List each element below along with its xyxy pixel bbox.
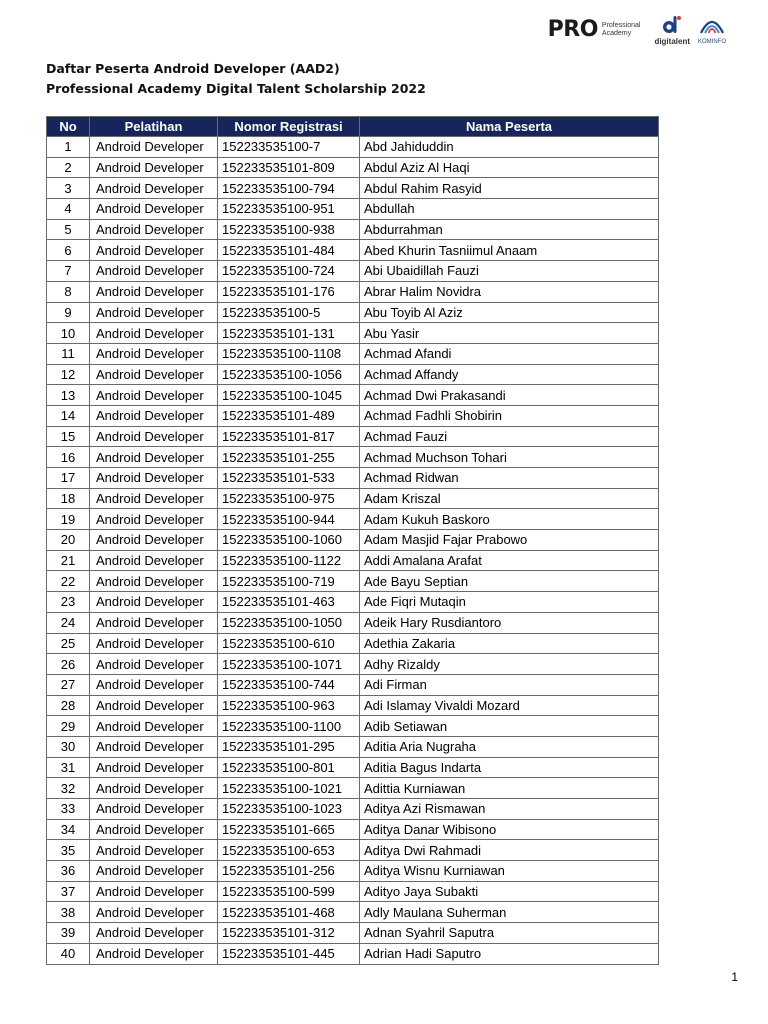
pro-logo-sub-line1: Professional: [601, 22, 641, 29]
cell-nomor-registrasi: 152233535100-1100: [218, 716, 360, 737]
cell-nomor-registrasi: 152233535100-801: [218, 757, 360, 778]
cell-nama-peserta: Addi Amalana Arafat: [360, 550, 659, 571]
cell-no: 4: [47, 199, 90, 220]
cell-pelatihan: Android Developer: [90, 426, 218, 447]
cell-no: 11: [47, 343, 90, 364]
cell-pelatihan: Android Developer: [90, 799, 218, 820]
digitalent-logo: [654, 14, 690, 46]
table-row: [47, 550, 659, 571]
cell-pelatihan: Android Developer: [90, 757, 218, 778]
cell-nomor-registrasi: 152233535100-1122: [218, 550, 360, 571]
cell-pelatihan: Android Developer: [90, 633, 218, 654]
table-row: [47, 674, 659, 695]
cell-no: 15: [47, 426, 90, 447]
cell-nomor-registrasi: 152233535100-1021: [218, 778, 360, 799]
cell-nomor-registrasi: 152233535101-295: [218, 736, 360, 757]
cell-pelatihan: Android Developer: [90, 902, 218, 923]
cell-nama-peserta: Aditya Azi Rismawan: [360, 799, 659, 820]
cell-pelatihan: Android Developer: [90, 571, 218, 592]
cell-pelatihan: Android Developer: [90, 323, 218, 344]
cell-nama-peserta: Achmad Afandi: [360, 343, 659, 364]
table-row: [47, 943, 659, 964]
cell-pelatihan: Android Developer: [90, 819, 218, 840]
cell-no: 34: [47, 819, 90, 840]
table-row: [47, 902, 659, 923]
cell-pelatihan: Android Developer: [90, 861, 218, 882]
cell-nomor-registrasi: 152233535100-719: [218, 571, 360, 592]
cell-nama-peserta: Adhy Rizaldy: [360, 654, 659, 675]
cell-no: 10: [47, 323, 90, 344]
cell-no: 20: [47, 530, 90, 551]
table-row: [47, 571, 659, 592]
pro-logo-subtitle: [602, 22, 641, 38]
kominfo-icon: [698, 15, 726, 37]
table-row: [47, 178, 659, 199]
cell-nomor-registrasi: 152233535100-1071: [218, 654, 360, 675]
digitalent-logo-text: digitalent: [654, 37, 690, 46]
column-header-no: No: [47, 117, 90, 137]
cell-no: 22: [47, 571, 90, 592]
table-row: [47, 447, 659, 468]
cell-no: 7: [47, 261, 90, 282]
participants-table: [46, 116, 659, 965]
cell-nomor-registrasi: 152233535100-744: [218, 674, 360, 695]
cell-nama-peserta: Abu Yasir: [360, 323, 659, 344]
cell-nomor-registrasi: 152233535100-975: [218, 488, 360, 509]
pro-logo-sub-line2: Academy: [601, 30, 632, 37]
cell-pelatihan: Android Developer: [90, 219, 218, 240]
table-row: [47, 840, 659, 861]
cell-no: 12: [47, 364, 90, 385]
table-header-row: [47, 117, 659, 137]
table-row: [47, 302, 659, 323]
cell-pelatihan: Android Developer: [90, 199, 218, 220]
cell-no: 26: [47, 654, 90, 675]
table-row: [47, 757, 659, 778]
cell-no: 21: [47, 550, 90, 571]
cell-nomor-registrasi: 152233535100-610: [218, 633, 360, 654]
cell-nama-peserta: Achmad Muchson Tohari: [360, 447, 659, 468]
cell-no: 27: [47, 674, 90, 695]
cell-pelatihan: Android Developer: [90, 343, 218, 364]
cell-nama-peserta: Adnan Syahril Saputra: [360, 923, 659, 944]
cell-pelatihan: Android Developer: [90, 612, 218, 633]
cell-no: 24: [47, 612, 90, 633]
cell-pelatihan: Android Developer: [90, 674, 218, 695]
cell-nomor-registrasi: 152233535101-131: [218, 323, 360, 344]
cell-pelatihan: Android Developer: [90, 509, 218, 530]
table-row: [47, 426, 659, 447]
cell-pelatihan: Android Developer: [90, 447, 218, 468]
cell-no: 33: [47, 799, 90, 820]
cell-nama-peserta: Adam Masjid Fajar Prabowo: [360, 530, 659, 551]
cell-nama-peserta: Abdul Aziz Al Haqi: [360, 157, 659, 178]
cell-nama-peserta: Adam Kriszal: [360, 488, 659, 509]
cell-no: 39: [47, 923, 90, 944]
cell-nomor-registrasi: 152233535100-599: [218, 881, 360, 902]
cell-no: 5: [47, 219, 90, 240]
cell-nomor-registrasi: 152233535101-463: [218, 592, 360, 613]
kominfo-logo: [698, 15, 726, 45]
cell-nomor-registrasi: 152233535100-5: [218, 302, 360, 323]
cell-no: 30: [47, 736, 90, 757]
cell-no: 6: [47, 240, 90, 261]
cell-pelatihan: Android Developer: [90, 530, 218, 551]
cell-no: 36: [47, 861, 90, 882]
cell-no: 18: [47, 488, 90, 509]
cell-nama-peserta: Achmad Fadhli Shobirin: [360, 405, 659, 426]
cell-nama-peserta: Achmad Affandy: [360, 364, 659, 385]
cell-no: 40: [47, 943, 90, 964]
cell-no: 17: [47, 468, 90, 489]
table-row: [47, 509, 659, 530]
table-row: [47, 654, 659, 675]
cell-nomor-registrasi: 152233535100-1045: [218, 385, 360, 406]
table-row: [47, 281, 659, 302]
cell-nomor-registrasi: 152233535100-724: [218, 261, 360, 282]
cell-pelatihan: Android Developer: [90, 240, 218, 261]
cell-pelatihan: Android Developer: [90, 550, 218, 571]
cell-nomor-registrasi: 152233535101-809: [218, 157, 360, 178]
table-row: [47, 923, 659, 944]
table-row: [47, 861, 659, 882]
cell-nomor-registrasi: 152233535101-176: [218, 281, 360, 302]
cell-nomor-registrasi: 152233535100-1060: [218, 530, 360, 551]
table-row: [47, 778, 659, 799]
cell-pelatihan: Android Developer: [90, 592, 218, 613]
cell-pelatihan: Android Developer: [90, 778, 218, 799]
table-row: [47, 199, 659, 220]
cell-nama-peserta: Aditya Wisnu Kurniawan: [360, 861, 659, 882]
cell-pelatihan: Android Developer: [90, 923, 218, 944]
cell-nama-peserta: Adam Kukuh Baskoro: [360, 509, 659, 530]
table-row: [47, 695, 659, 716]
cell-pelatihan: Android Developer: [90, 736, 218, 757]
cell-nama-peserta: Adly Maulana Suherman: [360, 902, 659, 923]
cell-nama-peserta: Abdul Rahim Rasyid: [360, 178, 659, 199]
table-row: [47, 488, 659, 509]
cell-nomor-registrasi: 152233535100-1050: [218, 612, 360, 633]
cell-nama-peserta: Adi Firman: [360, 674, 659, 695]
cell-nama-peserta: Adeik Hary Rusdiantoro: [360, 612, 659, 633]
cell-no: 8: [47, 281, 90, 302]
table-row: [47, 385, 659, 406]
cell-nomor-registrasi: 152233535101-312: [218, 923, 360, 944]
table-row: [47, 261, 659, 282]
cell-nomor-registrasi: 152233535100-1056: [218, 364, 360, 385]
table-row: [47, 736, 659, 757]
cell-no: 23: [47, 592, 90, 613]
cell-nama-peserta: Aditya Dwi Rahmadi: [360, 840, 659, 861]
cell-nama-peserta: Adib Setiawan: [360, 716, 659, 737]
table-body: [47, 137, 659, 965]
pro-logo: PRO: [547, 17, 598, 42]
cell-pelatihan: Android Developer: [90, 943, 218, 964]
cell-no: 14: [47, 405, 90, 426]
cell-nomor-registrasi: 152233535100-7: [218, 137, 360, 158]
cell-nama-peserta: Ade Bayu Septian: [360, 571, 659, 592]
cell-nomor-registrasi: 152233535100-944: [218, 509, 360, 530]
cell-pelatihan: Android Developer: [90, 157, 218, 178]
cell-nama-peserta: Adi Islamay Vivaldi Mozard: [360, 695, 659, 716]
cell-pelatihan: Android Developer: [90, 178, 218, 199]
cell-no: 32: [47, 778, 90, 799]
cell-nomor-registrasi: 152233535101-817: [218, 426, 360, 447]
cell-no: 38: [47, 902, 90, 923]
cell-nama-peserta: Ade Fiqri Mutaqin: [360, 592, 659, 613]
cell-pelatihan: Android Developer: [90, 716, 218, 737]
table-row: [47, 716, 659, 737]
cell-no: 9: [47, 302, 90, 323]
cell-nama-peserta: Abed Khurin Tasniimul Anaam: [360, 240, 659, 261]
table-row: [47, 881, 659, 902]
cell-nama-peserta: Abi Ubaidillah Fauzi: [360, 261, 659, 282]
table-row: [47, 468, 659, 489]
table-row: [47, 819, 659, 840]
cell-pelatihan: Android Developer: [90, 302, 218, 323]
page-number: 1: [731, 970, 738, 984]
cell-nama-peserta: Adittia Kurniawan: [360, 778, 659, 799]
cell-nama-peserta: Achmad Ridwan: [360, 468, 659, 489]
cell-nomor-registrasi: 152233535101-665: [218, 819, 360, 840]
cell-nama-peserta: Abdullah: [360, 199, 659, 220]
cell-pelatihan: Android Developer: [90, 654, 218, 675]
cell-pelatihan: Android Developer: [90, 281, 218, 302]
table-row: [47, 612, 659, 633]
cell-nama-peserta: Abd Jahiduddin: [360, 137, 659, 158]
table-row: [47, 240, 659, 261]
cell-pelatihan: Android Developer: [90, 840, 218, 861]
column-header-nama-peserta: Nama Peserta: [360, 117, 659, 137]
table-row: [47, 137, 659, 158]
table-row: [47, 799, 659, 820]
cell-nomor-registrasi: 152233535101-468: [218, 902, 360, 923]
cell-pelatihan: Android Developer: [90, 261, 218, 282]
cell-nama-peserta: Adrian Hadi Saputro: [360, 943, 659, 964]
table-row: [47, 405, 659, 426]
table-row: [47, 592, 659, 613]
cell-nomor-registrasi: 152233535101-484: [218, 240, 360, 261]
cell-nama-peserta: Abu Toyib Al Aziz: [360, 302, 659, 323]
cell-nama-peserta: Adityo Jaya Subakti: [360, 881, 659, 902]
cell-no: 25: [47, 633, 90, 654]
column-header-pelatihan: Pelatihan: [90, 117, 218, 137]
cell-nama-peserta: Abdurrahman: [360, 219, 659, 240]
cell-nama-peserta: Aditia Bagus Indarta: [360, 757, 659, 778]
cell-nama-peserta: Adethia Zakaria: [360, 633, 659, 654]
cell-nomor-registrasi: 152233535100-951: [218, 199, 360, 220]
cell-nomor-registrasi: 152233535100-1023: [218, 799, 360, 820]
column-header-nomor-registrasi: Nomor Registrasi: [218, 117, 360, 137]
cell-nomor-registrasi: 152233535100-653: [218, 840, 360, 861]
table-row: [47, 343, 659, 364]
cell-pelatihan: Android Developer: [90, 695, 218, 716]
table-row: [47, 364, 659, 385]
cell-nama-peserta: Achmad Fauzi: [360, 426, 659, 447]
cell-no: 35: [47, 840, 90, 861]
table-row: [47, 633, 659, 654]
document-title-block: [46, 59, 426, 99]
cell-pelatihan: Android Developer: [90, 364, 218, 385]
cell-pelatihan: Android Developer: [90, 468, 218, 489]
document-title: Daftar Peserta Android Developer (AAD2): [46, 61, 340, 76]
kominfo-logo-text: KOMINFO: [698, 39, 726, 45]
cell-nomor-registrasi: 152233535100-963: [218, 695, 360, 716]
cell-nomor-registrasi: 152233535100-938: [218, 219, 360, 240]
cell-pelatihan: Android Developer: [90, 137, 218, 158]
cell-nomor-registrasi: 152233535101-489: [218, 405, 360, 426]
table-row: [47, 219, 659, 240]
cell-nomor-registrasi: 152233535101-445: [218, 943, 360, 964]
cell-no: 19: [47, 509, 90, 530]
document-subtitle: Professional Academy Digital Talent Scholarship 2022: [46, 81, 426, 96]
cell-no: 16: [47, 447, 90, 468]
table-row: [47, 157, 659, 178]
cell-pelatihan: Android Developer: [90, 488, 218, 509]
cell-nomor-registrasi: 152233535101-255: [218, 447, 360, 468]
cell-nama-peserta: Aditya Danar Wibisono: [360, 819, 659, 840]
cell-no: 2: [47, 157, 90, 178]
table-row: [47, 530, 659, 551]
cell-no: 29: [47, 716, 90, 737]
cell-nomor-registrasi: 152233535100-794: [218, 178, 360, 199]
cell-no: 3: [47, 178, 90, 199]
cell-no: 37: [47, 881, 90, 902]
cell-pelatihan: Android Developer: [90, 385, 218, 406]
table-row: [47, 323, 659, 344]
cell-no: 28: [47, 695, 90, 716]
cell-no: 13: [47, 385, 90, 406]
cell-no: 31: [47, 757, 90, 778]
cell-nomor-registrasi: 152233535101-533: [218, 468, 360, 489]
cell-nomor-registrasi: 152233535100-1108: [218, 343, 360, 364]
cell-pelatihan: Android Developer: [90, 881, 218, 902]
cell-nomor-registrasi: 152233535101-256: [218, 861, 360, 882]
cell-no: 1: [47, 137, 90, 158]
cell-nama-peserta: Achmad Dwi Prakasandi: [360, 385, 659, 406]
cell-pelatihan: Android Developer: [90, 405, 218, 426]
cell-nama-peserta: Aditia Aria Nugraha: [360, 736, 659, 757]
digitalent-icon: [661, 14, 683, 36]
cell-nama-peserta: Abrar Halim Novidra: [360, 281, 659, 302]
header-logos: [548, 12, 726, 48]
